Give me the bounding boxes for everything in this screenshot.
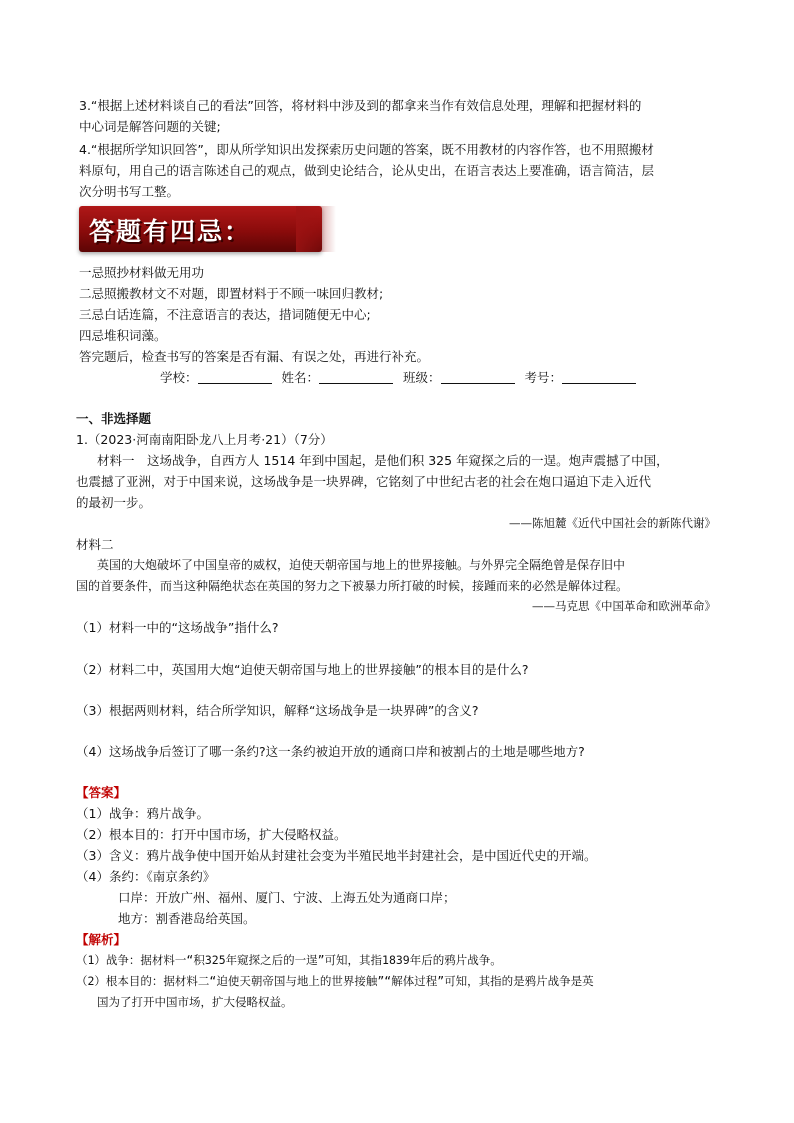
class-label: 班级： (403, 370, 441, 385)
school-label: 学校： (160, 370, 198, 385)
taboo-item: 一忌照抄材料做无用功 (79, 265, 205, 280)
answer-line: （1）战争：鸦片战争。 (76, 806, 209, 821)
taboo-banner (79, 206, 322, 252)
taboo-item: 三忌白话连篇，不注意语言的表达，措词随便无中心; (79, 307, 371, 322)
material2-line2: 国的首要条件，而当这种隔绝状态在英国的努力之下被暴力所打破的时候，接踵而来的必然是解体过程。 (76, 579, 629, 593)
intro-item3-line2: 中心词是解答问题的关键; (79, 119, 221, 134)
answer-line: 口岸：开放广州、福州、厦门、宁波、上海五处为通商口岸； (118, 890, 456, 905)
answer-label: 【答案】 (76, 785, 127, 800)
analysis-label: 【解析】 (76, 932, 127, 947)
material1-line3: 的最初一步。 (76, 495, 152, 510)
taboo-item: 答完题后，检查书写的答案是否有漏、有误之处，再进行补充。 (79, 349, 430, 364)
answer-line: （2）根本目的：打开中国市场，扩大侵略权益。 (76, 827, 347, 842)
question-item: （4）这场战争后签订了哪一条约?这一条约被迫开放的通商口岸和被割占的土地是哪些地方? (76, 744, 585, 759)
material1-line2: 也震撼了亚洲，对于中国来说，这场战争是一块界碑，它铭刻了中世纪古老的社会在炮口逼迫下走入近代 (76, 474, 652, 489)
taboo-item: 二忌照搬教材文不对题，即置材料于不顾一味回归教材; (79, 286, 384, 301)
taboo-item: 四忌堆积词藻。 (79, 328, 167, 343)
analysis-line1: （1）战争：据材料一“积325年窥探之后的一逞”可知，其指1839年后的鸦片战争。 (76, 953, 502, 967)
question-item: （1）材料一中的“这场战争”指什么? (76, 620, 279, 635)
material1-line1: 材料一 这场战争，自西方人 1514 年到中国起，是他们积 325 年窥探之后的一逞。炮声震撼了中国， (97, 453, 669, 468)
name-label: 姓名： (281, 370, 320, 385)
banner-title: 答题有四忌： (89, 217, 252, 246)
analysis-line2: （2）根本目的：据材料二“迫使天朝帝国与地上的世界接触”“解体过程”可知，其指的是鸦片战争是英 (76, 974, 594, 988)
question-item: （2）材料二中，英国用大炮“迫使天朝帝国与地上的世界接触”的根本目的是什么? (76, 662, 529, 677)
intro-item4-line2: 料原句，用自己的语言陈述自己的观点，做到史论结合，论从史出，在语言表达上要准确，语言简洁，层 (79, 163, 655, 178)
exam-no-field[interactable] (562, 369, 636, 384)
intro-item3-line1: 3.“根据上述材料谈自己的看法”回答，将材料中涉及到的都拿来当作有效信息处理，理解和把握材料的 (79, 98, 642, 113)
question-item: （3）根据两则材料，结合所学知识，解释“这场战争是一块界碑”的含义? (76, 703, 479, 718)
intro-item4-line1: 4.“根据所学知识回答”，即从所学知识出发探索历史问题的答案，既不用教材的内容作答，也不用照搬材 (79, 142, 654, 157)
material2-line1: 英国的大炮破坏了中国皇帝的威权，迫使天朝帝国与地上的世界接触。与外界完全隔绝曾是保存旧中 (97, 558, 626, 572)
intro-item4-line3: 次分明书写工整。 (79, 184, 180, 199)
answer-line: 地方：割香港岛给英国。 (118, 911, 256, 926)
school-field[interactable] (198, 369, 272, 384)
section-title: 一、非选择题 (76, 411, 152, 426)
student-info-form (160, 367, 642, 388)
material1-source: ——陈旭麓《近代中国社会的新陈代谢》 (509, 516, 716, 530)
question-header: 1.（2023·河南南阳卧龙八上月考·21）（7分） (76, 432, 333, 447)
answer-line: （3）含义：鸦片战争使中国开始从封建社会变为半殖民地半封建社会，是中国近代史的开端。 (76, 848, 597, 863)
exam-no-label: 考号： (524, 370, 563, 385)
name-field[interactable] (319, 369, 393, 384)
analysis-line3: 国为了打开中国市场，扩大侵略权益。 (97, 995, 293, 1009)
class-field[interactable] (441, 369, 515, 384)
answer-line: （4）条约：《南京条约》 (76, 869, 216, 884)
material2-source: ——马克思《中国革命和欧洲革命》 (532, 599, 716, 613)
material2-label: 材料二 (76, 537, 114, 552)
